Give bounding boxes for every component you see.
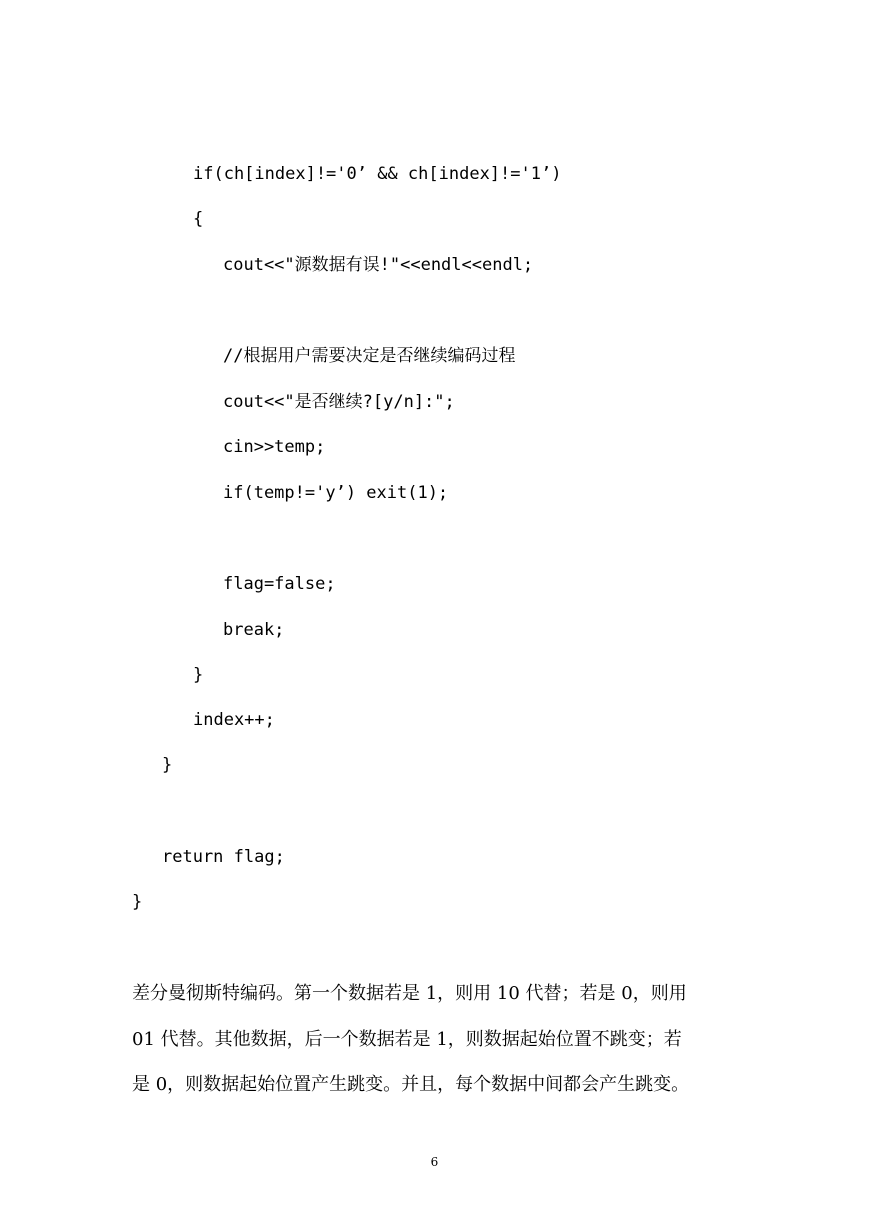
code-line-flag-false: flag=false; (223, 574, 336, 594)
code-line-if-exit: if(temp!='y’) exit(1); (223, 483, 449, 503)
code-line-cout-error: cout<<"源数据有误!"<<endl<<endl; (223, 255, 534, 275)
paragraph-line-1: 差分曼彻斯特编码。第一个数据若是 1，则用 10 代替；若是 0，则用 (132, 983, 687, 1004)
page-number: 6 (430, 1155, 439, 1169)
code-line-return: return flag; (162, 847, 285, 867)
code-line-close-brace-inner: } (193, 665, 204, 685)
code-line-index-increment: index++; (193, 710, 275, 730)
paragraph-line-2: 01 代替。其他数据，后一个数据若是 1，则数据起始位置不跳变；若 (132, 1029, 682, 1050)
code-line-comment: //根据用户需要决定是否继续编码过程 (223, 346, 516, 366)
code-line-close-brace-loop: } (162, 755, 173, 775)
code-line-cout-continue: cout<<"是否继续?[y/n]:"; (223, 392, 455, 412)
code-line-cin-temp: cin>>temp; (223, 437, 326, 457)
code-line-break: break; (223, 620, 285, 640)
code-line-close-brace-function: } (132, 892, 143, 912)
paragraph-line-3: 是 0，则数据起始位置产生跳变。并且，每个数据中间都会产生跳变。 (132, 1074, 690, 1095)
code-line-open-brace: { (193, 209, 204, 229)
code-line-if-condition: if(ch[index]!='0’ && ch[index]!='1’) (193, 164, 562, 184)
